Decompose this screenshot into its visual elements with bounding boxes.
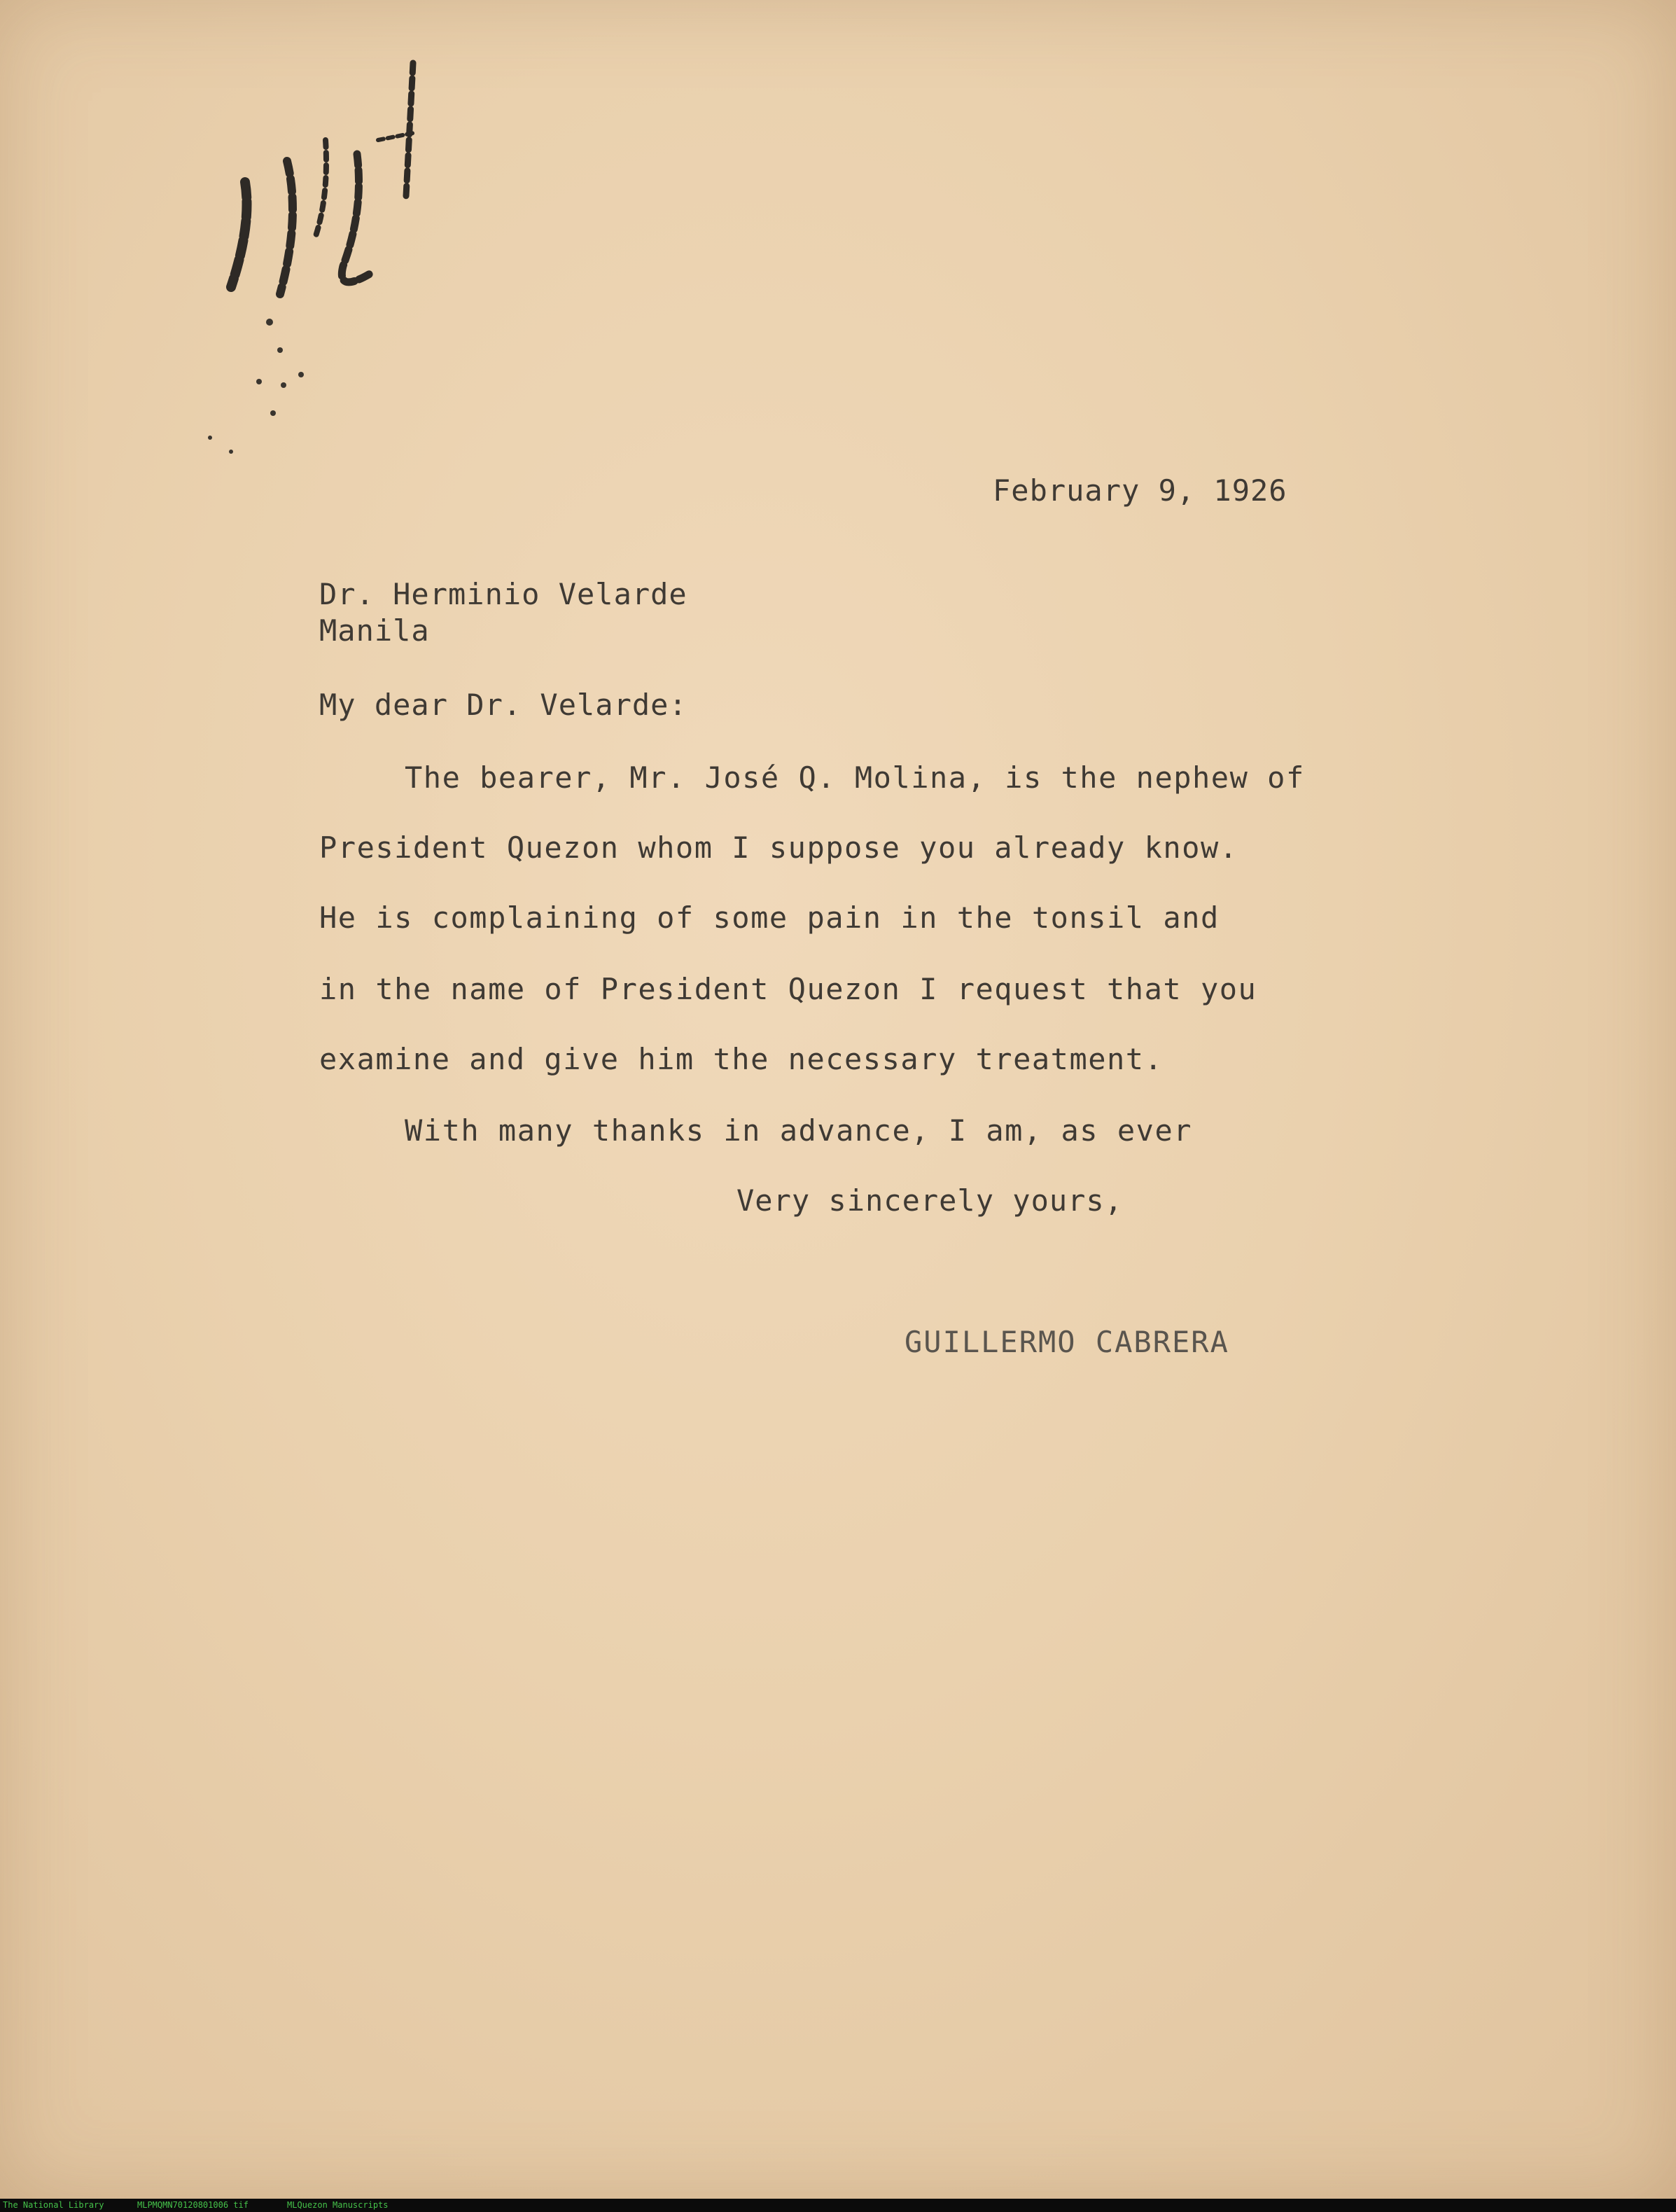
footer-file-id: MLPMQMN70120801006 tif	[137, 2200, 249, 2210]
body-line-5: examine and give him the necessary treatment.	[319, 1042, 1164, 1076]
closing: Very sincerely yours,	[736, 1183, 1124, 1218]
salutation: My dear Dr. Velarde:	[319, 688, 687, 722]
letter-date: February 9, 1926	[993, 473, 1287, 508]
signature-name: GUILLERMO CABRERA	[905, 1325, 1229, 1359]
body-line-2: President Quezon whom I suppose you already know.	[319, 830, 1238, 865]
body-line-6: With many thanks in advance, I am, as ever	[405, 1113, 1193, 1148]
footer-institution: The National Library	[3, 2200, 104, 2210]
recipient-city: Manila	[319, 613, 430, 648]
footer-collection: MLQuezon Manuscripts	[287, 2200, 389, 2210]
recipient-name: Dr. Herminio Velarde	[319, 577, 687, 611]
body-line-1: The bearer, Mr. José Q. Molina, is the nephew of	[405, 760, 1305, 795]
archive-footer	[0, 2199, 1676, 2212]
handwritten-annotation	[203, 56, 441, 476]
body-line-3: He is complaining of some pain in the tonsil and	[319, 900, 1220, 935]
body-line-4: in the name of President Quezon I request that you	[319, 972, 1257, 1006]
